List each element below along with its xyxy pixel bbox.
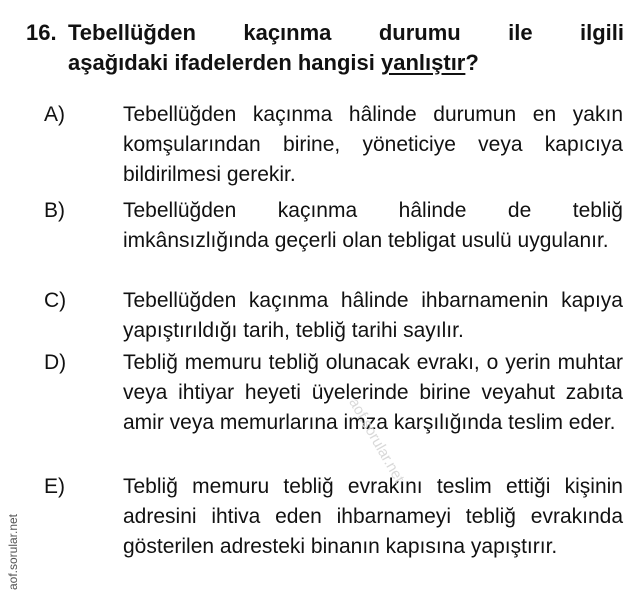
option-d-text: Tebliğ memuru tebliğ olunacak evrakı, o yerin muhtar veya ihtiyar heyeti üyelerinde birine veyahut zabıta amir veya memurlarına imza karşılığında teslim eder. <box>123 351 623 434</box>
option-c-letter: C) <box>44 289 67 312</box>
option-e-letter: E) <box>44 475 65 498</box>
option-d-letter: D) <box>44 351 67 374</box>
question-stem-prefix: aşağıdaki ifadelerden hangisi <box>68 50 381 75</box>
question-stem-suffix: ? <box>465 50 479 75</box>
diagonal-watermark: aof.sorular.net <box>345 395 408 486</box>
option-c-text: Tebellüğden kaçınma hâlinde ihbarnamenin kapıya yapıştırıldığı tarih, tebliğ tarihi sayılır. <box>123 289 623 342</box>
option-d[interactable] <box>44 348 623 438</box>
option-b-letter: B) <box>44 199 65 222</box>
option-e-text: Tebliğ memuru tebliğ evrakını teslim ettiği kişinin adresini ihtiva eden ihbarnameyi tebliğ evrakında gösterilen adresteki binanın kapısına yapıştırır. <box>123 475 623 558</box>
option-c[interactable] <box>44 286 623 346</box>
side-watermark: aof.sorular.net <box>6 513 20 591</box>
option-e[interactable] <box>44 472 623 562</box>
question-stem-line1: Tebellüğden kaçınma durumu ile ilgili <box>68 20 624 45</box>
option-a-letter: A) <box>44 103 65 126</box>
option-b-text: Tebellüğden kaçınma hâlinde de tebliğ imkânsızlığında geçerli olan tebligat usulü uygulanır. <box>123 199 623 252</box>
option-a[interactable] <box>44 100 623 190</box>
question-number: 16. <box>26 20 57 45</box>
option-a-text: Tebellüğden kaçınma hâlinde durumun en yakın komşularından birine, yöneticiye veya kapıcıya bildirilmesi gerekir. <box>123 103 623 186</box>
question-negative-word: yanlıştır <box>381 50 466 75</box>
option-b[interactable] <box>44 196 623 256</box>
question-stem-line2 <box>68 50 479 75</box>
question-stem <box>68 18 624 78</box>
